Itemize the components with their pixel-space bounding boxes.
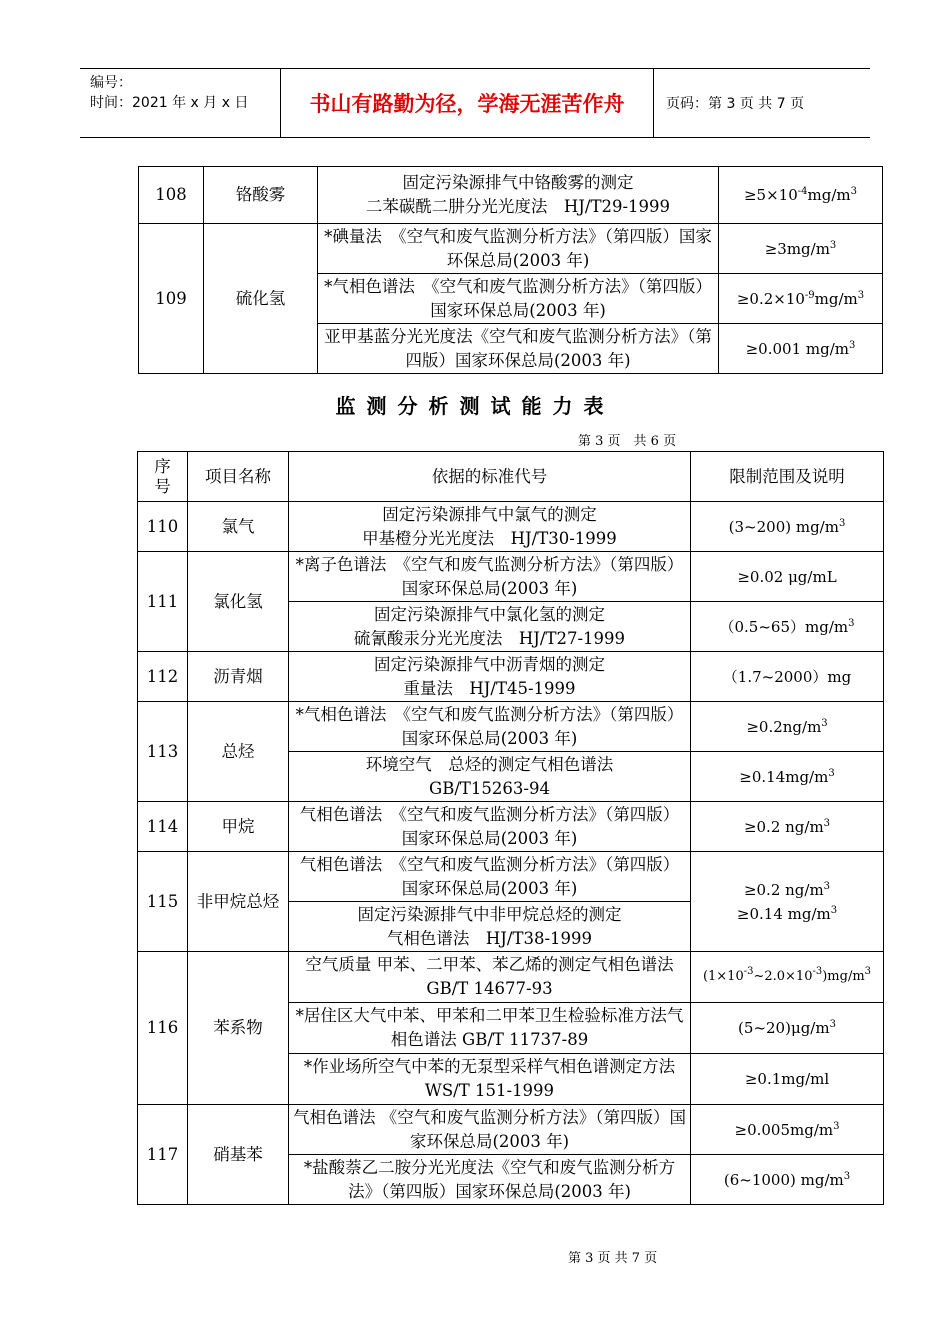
method-standard: 气相色谱法 《空气和废气监测分析方法》（第四版）国家环保总局(2003 年) xyxy=(289,852,691,902)
item-number: 108 xyxy=(139,167,204,224)
method-standard: 固定污染源排气中氯气的测定 甲基橙分光光度法 HJ/T30-1999 xyxy=(289,502,691,552)
limit-range xyxy=(691,852,884,952)
method-standard: *作业场所空气中苯的无泵型采样气相色谱测定方法 WS/T 151-1999 xyxy=(289,1054,691,1105)
item-number: 109 xyxy=(139,224,204,374)
header-range: 限制范围及说明 xyxy=(691,452,884,502)
item-number: 114 xyxy=(138,802,188,852)
limit-range-line: ≥0.2 $ng/m^3$ xyxy=(743,880,831,899)
item-number: 117 xyxy=(138,1105,188,1205)
item-name: 沥青烟 xyxy=(188,652,289,702)
table-row xyxy=(138,502,884,552)
header-method: 依据的标准代号 xyxy=(289,452,691,502)
method-standard: 亚甲基蓝分光光度法《空气和废气监测分析方法》（第四版）国家环保总局(2003 年) xyxy=(318,324,719,374)
limit-range: $\ge 3mg/m^3$ xyxy=(719,224,883,274)
table-row xyxy=(138,552,884,602)
item-name: 硝基苯 xyxy=(188,1105,289,1205)
capability-table-continued xyxy=(138,166,883,374)
method-standard: *碘量法 《空气和废气监测分析方法》（第四版）国家环保总局(2003 年) xyxy=(318,224,719,274)
item-name: 硫化氢 xyxy=(204,224,318,374)
method-standard: 环境空气 总烃的测定气相色谱法 GB/T15263-94 xyxy=(289,752,691,802)
limit-range: (6~1000) $mg/m^3$ xyxy=(691,1155,884,1205)
method-standard: *居住区大气中苯、甲苯和二甲苯卫生检验标准方法气相色谱法 GB/T 11737-89 xyxy=(289,1003,691,1054)
header-no: 序号 xyxy=(138,452,188,502)
page-footer: 第 3 页 共 7 页 xyxy=(568,1251,658,1266)
method-standard: 固定污染源排气中铬酸雾的测定 二苯碳酰二肼分光光度法 HJ/T29-1999 xyxy=(318,167,719,224)
sub-page-number: 第 3 页 共 6 页 xyxy=(578,434,677,449)
table-row xyxy=(138,1105,884,1155)
limit-range: $(1\times 10^{-3}\sim 2.0\times 10^{-3})mg/m^3$ xyxy=(691,952,884,1003)
item-name: 甲烷 xyxy=(188,802,289,852)
page-header xyxy=(80,68,870,138)
item-name: 氯化氢 xyxy=(188,552,289,652)
limit-range: $(0.5\sim 65)mg/m^3$ xyxy=(691,602,884,652)
method-standard: 固定污染源排气中氯化氢的测定 硫氰酸汞分光光度法 HJ/T27-1999 xyxy=(289,602,691,652)
method-standard: 空气质量 甲苯、二甲苯、苯乙烯的测定气相色谱法 GB/T 14677-93 xyxy=(289,952,691,1003)
limit-range: （1.7~2000）mg xyxy=(691,652,884,702)
limit-range: ≥0.1mg/ml xyxy=(691,1054,884,1105)
item-name: 铬酸雾 xyxy=(204,167,318,224)
table-row xyxy=(138,652,884,702)
limit-range: $\ge 0.2ng/m^3$ xyxy=(691,702,884,752)
capability-table xyxy=(137,451,884,1205)
item-number: 115 xyxy=(138,852,188,952)
limit-range: $\ge 5\times 10^{-4}mg/m^3$ xyxy=(719,167,883,224)
limit-range: $(5\sim 20)\mu g/m^3$ xyxy=(691,1003,884,1054)
page-title: 监测分析测试能力表 xyxy=(335,394,615,418)
item-number: 116 xyxy=(138,952,188,1105)
item-number: 113 xyxy=(138,702,188,802)
table-row xyxy=(139,224,883,274)
item-number: 110 xyxy=(138,502,188,552)
limit-range: $\ge 0.14mg/m^3$ xyxy=(691,752,884,802)
method-standard: *气相色谱法 《空气和废气监测分析方法》（第四版）国家环保总局(2003 年) xyxy=(289,702,691,752)
table-row xyxy=(138,802,884,852)
item-name: 非甲烷总烃 xyxy=(188,852,289,952)
limit-range: ≥0.001 $mg/m^3$ xyxy=(719,324,883,374)
table-row xyxy=(138,952,884,1003)
limit-range: $\ge 0.2\times 10^{-9}mg/m^3$ xyxy=(719,274,883,324)
header-motto: 书山有路勤为径，学海无涯苦作舟 xyxy=(280,69,654,137)
table-row xyxy=(138,702,884,752)
method-standard: 气相色谱法 《空气和废气监测分析方法》（第四版）国家环保总局(2003 年) xyxy=(289,1105,691,1155)
limit-range: $\ge 0.005mg/m^3$ xyxy=(691,1105,884,1155)
table-row xyxy=(138,852,884,902)
number-label: 编号： xyxy=(90,75,132,91)
method-standard: 气相色谱法 《空气和废气监测分析方法》（第四版）国家环保总局(2003 年) xyxy=(289,802,691,852)
header-meta xyxy=(80,69,280,137)
table-row xyxy=(139,167,883,224)
table-header-row xyxy=(138,452,884,502)
limit-range: ≥0.2 $ng/m^3$ xyxy=(691,802,884,852)
item-number: 112 xyxy=(138,652,188,702)
method-standard: 固定污染源排气中沥青烟的测定 重量法 HJ/T45-1999 xyxy=(289,652,691,702)
item-name: 总烃 xyxy=(188,702,289,802)
limit-range: ≥0.02 μg/mL xyxy=(691,552,884,602)
limit-range-line: ≥0.14 $mg/m^3$ xyxy=(736,904,838,923)
limit-range: (3~200) $mg/m^3$ xyxy=(691,502,884,552)
method-standard: *离子色谱法 《空气和废气监测分析方法》（第四版）国家环保总局(2003 年) xyxy=(289,552,691,602)
item-number: 111 xyxy=(138,552,188,652)
method-standard: *气相色谱法 《空气和废气监测分析方法》（第四版）国家环保总局(2003 年) xyxy=(318,274,719,324)
method-standard: 固定污染源排气中非甲烷总烃的测定 气相色谱法 HJ/T38-1999 xyxy=(289,902,691,952)
header-page-info: 页码：第 3 页 共 7 页 xyxy=(666,96,805,112)
header-name: 项目名称 xyxy=(188,452,289,502)
date-label: 时间：2021 年 x 月 x 日 xyxy=(90,95,249,111)
method-standard: *盐酸萘乙二胺分光光度法《空气和废气监测分析方法》（第四版）国家环保总局(2003 年) xyxy=(289,1155,691,1205)
item-name: 氯气 xyxy=(188,502,289,552)
item-name: 苯系物 xyxy=(188,952,289,1105)
